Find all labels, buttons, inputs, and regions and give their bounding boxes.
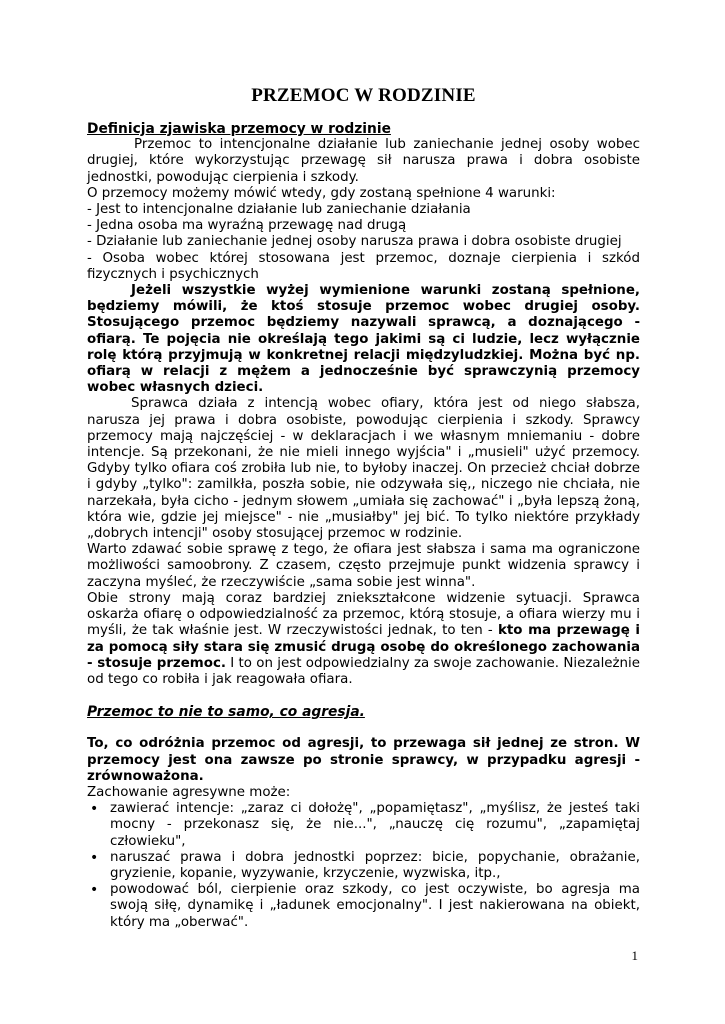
aggression-list: [87, 801, 640, 931]
aggression-intro: Zachowanie agresywne może:: [87, 784, 291, 800]
list-item-text: powodować ból, cierpienie oraz szkody, co jest oczywiste, bo agresja ma swoją siłę, dynamikę i „ładunek emocjonalny". I jest nakierowana na obiekt, który ma „oberwać".: [110, 882, 640, 930]
distorted-view-paragraph: [87, 591, 640, 688]
document-title: PRZEMOC W RODZINIE: [251, 85, 476, 106]
condition-item: - Działanie lub zaniechanie jednej osoby narusza prawa i dobra osobiste drugiej: [87, 234, 622, 250]
distorted-view-text: Obie strony mają coraz bardziej zniekształcone widzenie sytuacji. Sprawca oskarża ofiarę o odpowiedzialność za przemoc, którą stosuje, a ofiara wierzy mu i myśli, że tak właśnie jest. W rzeczywistości jednak, to ten -: [87, 590, 640, 639]
condition-item: - Jest to intencjonalne działanie lub zaniechanie działania: [87, 202, 471, 218]
bold-summary-paragraph: Jeżeli wszystkie wyżej wymienione warunki zostaną spełnione, będziemy mówili, że ktoś stosuje przemoc wobec drugiej osoby. Stosującego przemoc będziemy nazywali sprawcą, a doznającego - ofiarą. Te pojęcia nie określają tego jakimi są ci ludzie, lecz wyłącznie rolę którą przyjmują w konkretnej relacji międzyludzkiej. Można być np. ofiarą w relacji z mężem a jednocześnie być sprawczynią przemocy wobec własnych dzieci.: [87, 283, 640, 396]
spacer: [87, 720, 640, 736]
definition-paragraph: Przemoc to intencjonalne działanie lub zaniechanie jednej osoby wobec drugiej, które wykorzystując przewagę sił narusza prawa i dobra osobiste jednostki, powodując cierpienia i szkody.: [87, 137, 640, 185]
document-body: [87, 121, 640, 931]
section-heading-aggression: Przemoc to nie to samo, co agresja.: [87, 704, 365, 721]
list-item-text: zawierać intencje: „zaraz ci dołożę", „popamiętasz", „myślisz, że jesteś taki mocny - przekonasz się, że nie...", „nauczę cię rozumu", „zapamiętaj człowieku",: [110, 801, 640, 849]
distorted-view-bold: kto ma przewagę i za pomocą siły stara się zmusić drugą osobę do określonego zachowania - stosuje przemoc.: [87, 623, 640, 671]
aggression-difference-paragraph: To, co odróżnia przemoc od agresji, to przewaga sił jednej ze stron. W przemocy jest ona zawsze po stronie sprawcy, w przypadku agresji - zrównoważona.: [87, 736, 640, 784]
victim-paragraph: Warto zdawać sobie sprawę z tego, że ofiara jest słabsza i sama ma ograniczone możliwości samoobrony. Z czasem, często przejmuje punkt widzenia sprawcy i zaczyna myśleć, że rzeczywiście „sama sobie jest winna".: [87, 542, 640, 590]
bullet-icon: •: [90, 849, 99, 866]
condition-item: - Jedna osoba ma wyraźną przewagę nad drugą: [87, 218, 407, 234]
list-item-text: naruszać prawa i dobra jednostki poprzez: bicie, popychanie, obrażanie, gryzienie, kopanie, wyzywanie, krzyczenie, wyzwiska, itp.,: [110, 849, 640, 881]
list-item: [90, 849, 640, 882]
conditions-intro: O przemocy możemy mówić wtedy, gdy zostaną spełnione 4 warunki:: [87, 185, 556, 201]
section-heading-definition: Definicja zjawiska przemocy w rodzinie: [87, 121, 391, 137]
perpetrator-paragraph: Sprawca działa z intencją wobec ofiary, która jest od niego słabsza, narusza jej prawa i dobra osobiste, powodując cierpienia i szkody. Sprawcy przemocy mają najczęściej - w deklaracjach i we własnym mniemaniu - dobre intencje. Są przekonani, że nie mieli innego wyjścia" i „musieli" użyć przemocy. Gdyby tylko ofiara coś zrobiła lub nie, to byłoby inaczej. On przecież chciał dobrze i gdyby „tylko": zamilkła, poszła sobie, nie odzywała się,, niczego nie chciała, nie narzekała, była cicho - jednym słowem „umiała się zachować" i „była lepszą żoną, która wie, gdzie jej miejsce" - nie „musiałby" jej bić. To tylko niektóre przykłady „dobrych intencji" osoby stosującej przemoc w rodzinie.: [87, 396, 640, 542]
condition-item: - Osoba wobec której stosowana jest przemoc, doznaje cierpienia i szkód fizycznych i psychicznych: [87, 250, 640, 282]
bullet-icon: •: [90, 801, 99, 818]
distorted-view-end: I to on jest odpowiedzialny za swoje zachowanie. Niezależnie od tego co robiła i jak reagowała ofiara.: [87, 655, 640, 687]
list-item: [90, 882, 640, 931]
page-number: 1: [631, 948, 638, 963]
bullet-icon: •: [90, 882, 99, 899]
list-item: [90, 801, 640, 850]
